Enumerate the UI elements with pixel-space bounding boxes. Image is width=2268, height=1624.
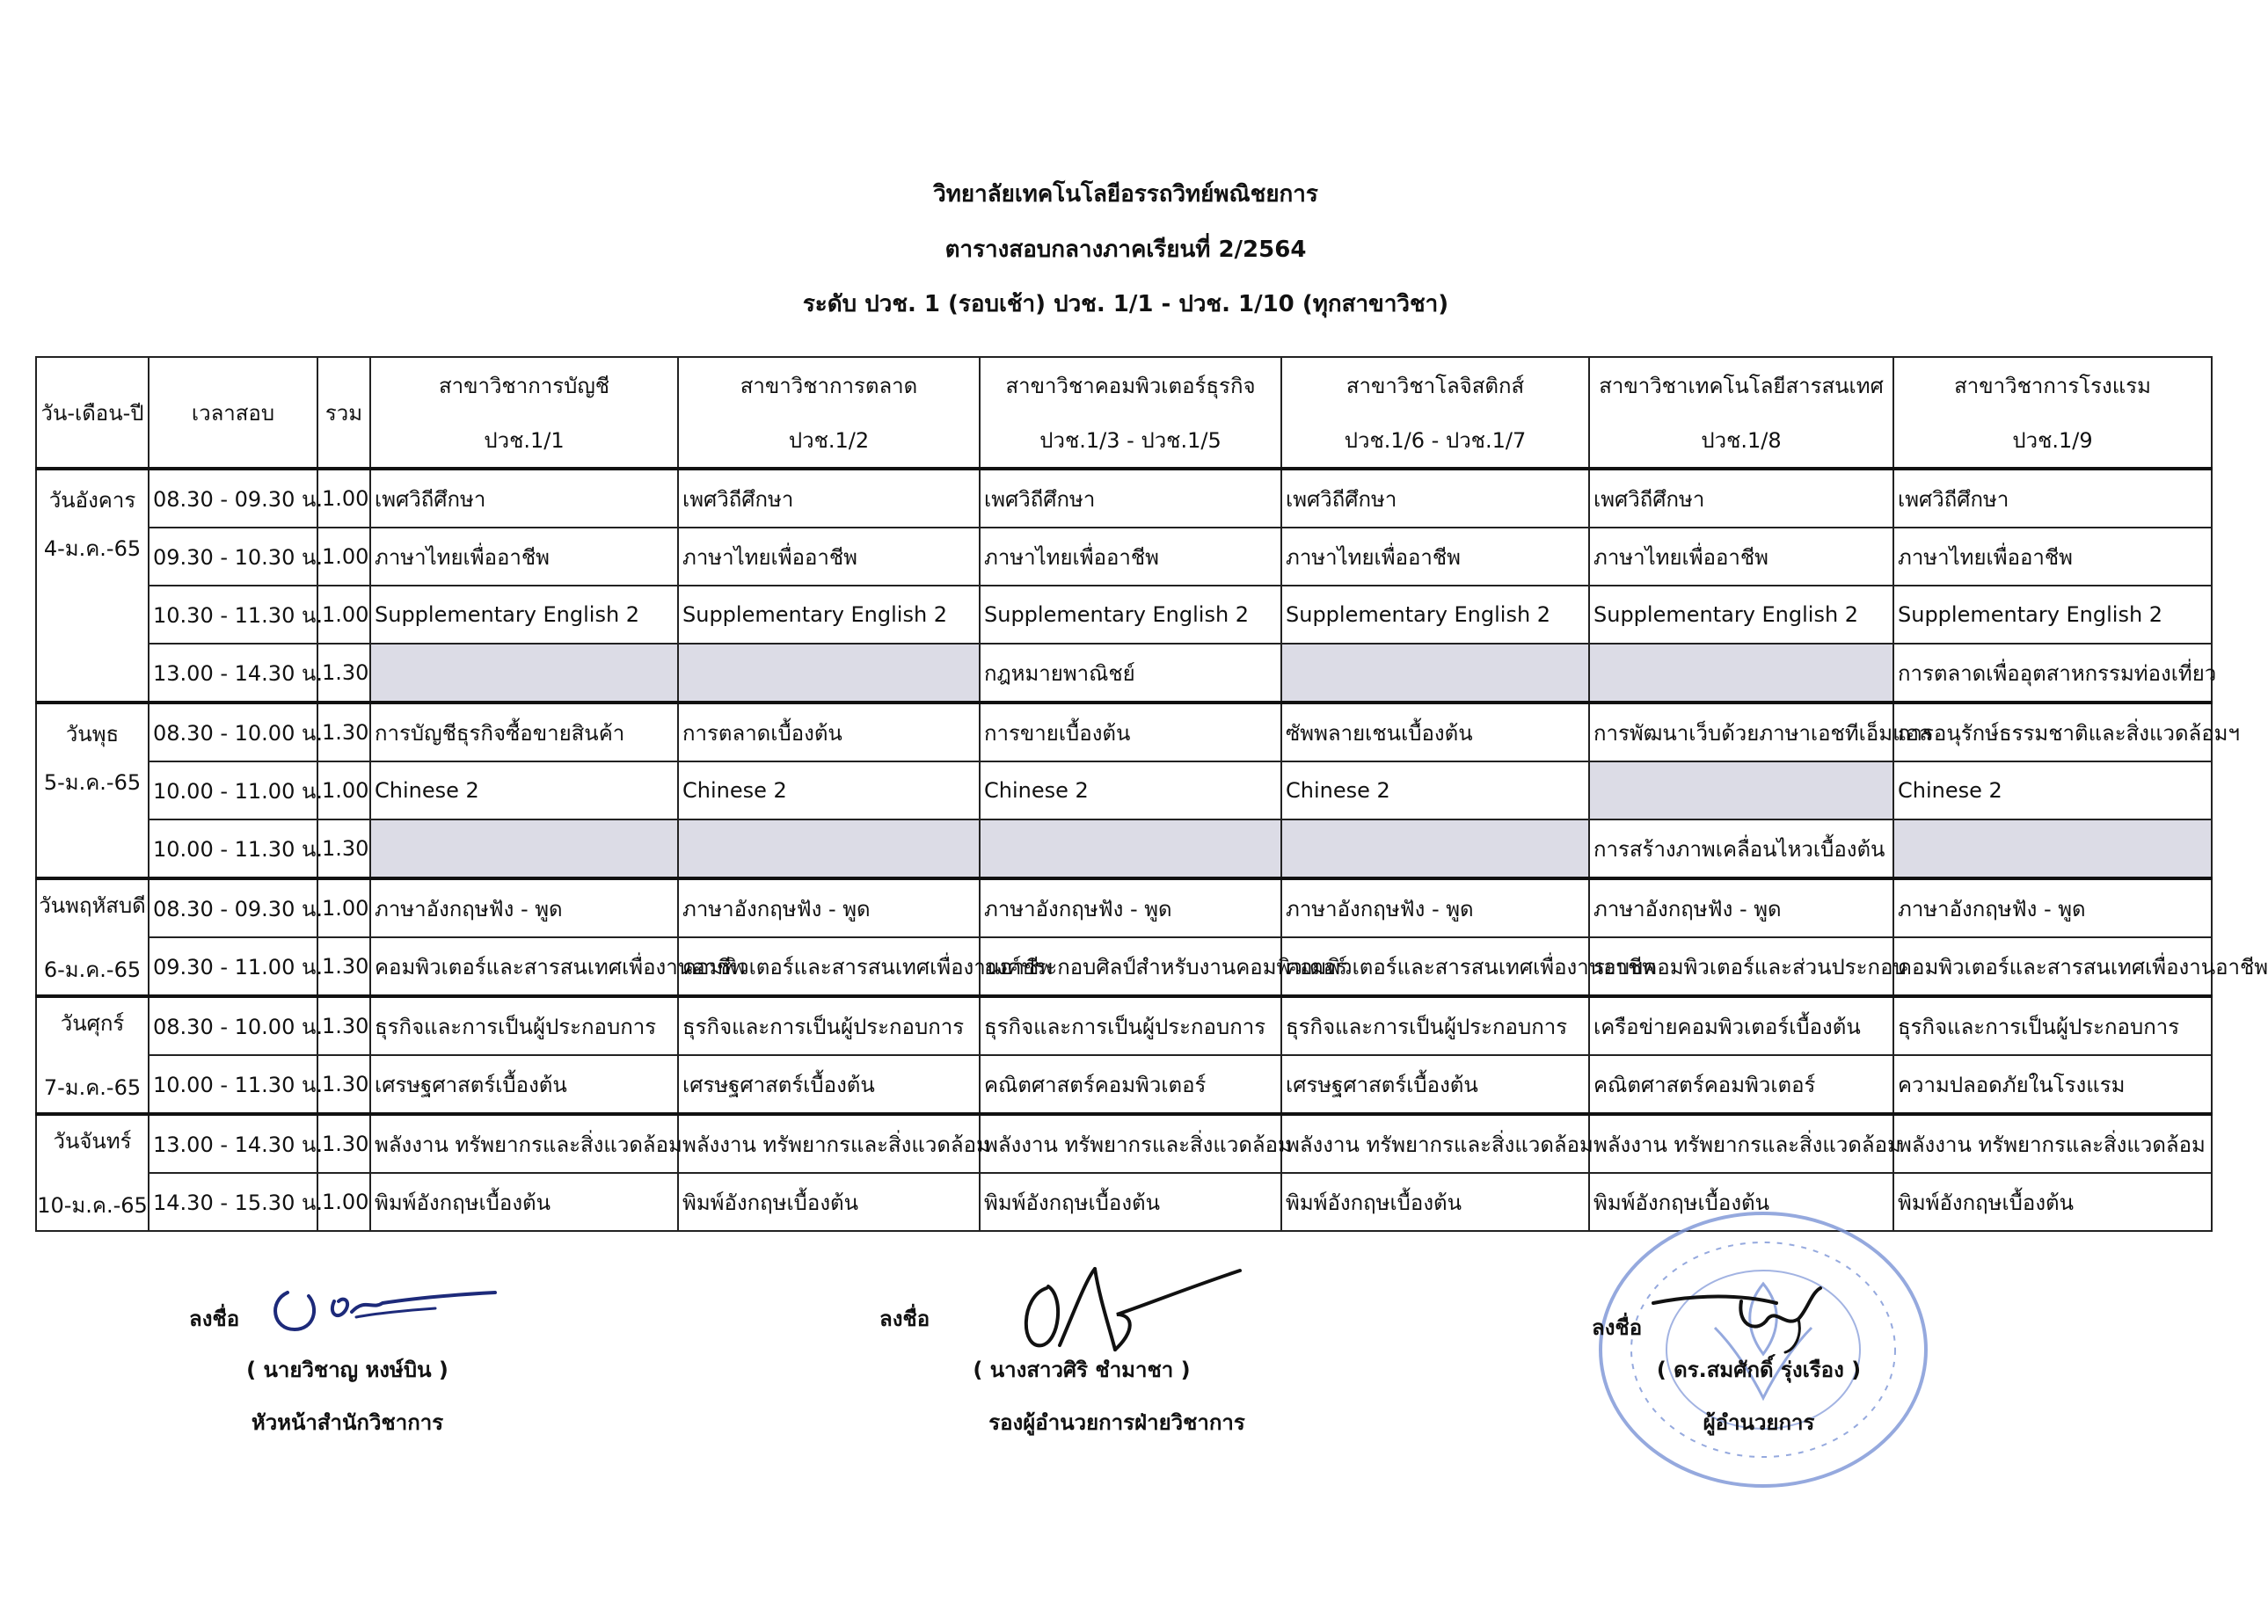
total-cell: 1.00	[317, 1173, 370, 1231]
subject-cell: คอมพิวเตอร์และสารสนเทศเพื่องานอาชีพ	[1281, 937, 1589, 996]
day-name: วันศุกร์	[60, 1011, 125, 1036]
subject-cell: เพศวิถีศึกษา	[678, 469, 980, 528]
time-cell: 08.30 - 10.00 น.	[149, 996, 317, 1055]
subject-cell: Supplementary English 2	[1893, 586, 2212, 644]
subject-cell: พิมพ์อังกฤษเบื้องต้น	[678, 1173, 980, 1231]
table-row	[36, 937, 2212, 996]
subject-cell: เศรษฐศาสตร์เบื้องต้น	[370, 1055, 678, 1114]
college-name: วิทยาลัยเทคโนโลยีอรรถวิทย์พณิชยการ	[933, 181, 1318, 208]
subject-cell: เศรษฐศาสตร์เบื้องต้น	[678, 1055, 980, 1114]
subject-cell: การตลาดเบื้องต้น	[678, 703, 980, 761]
time-cell: 08.30 - 09.30 น.	[149, 878, 317, 937]
subject-cell: ธุรกิจและการเป็นผู้ประกอบการ	[1893, 996, 2212, 1055]
subject-cell: Chinese 2	[980, 761, 1281, 819]
subject-cell: ธุรกิจและการเป็นผู้ประกอบการ	[980, 996, 1281, 1055]
subject-cell: องค์ประกอบศิลป์สำหรับงานคอมพิวเตอร์	[980, 937, 1281, 996]
schedule-level: ระดับ ปวช. 1 (รอบเช้า) ปวช. 1/1 - ปวช. 1/10 (ทุกสาขาวิชา)	[802, 291, 1449, 317]
day-name: วันพุธ	[65, 722, 120, 746]
total-cell: 1.00	[317, 761, 370, 819]
subject-cell: ซัพพลายเชนเบื้องต้น	[1281, 703, 1589, 761]
header-total: รวม	[317, 357, 370, 469]
subject-cell: พิมพ์อังกฤษเบื้องต้น	[370, 1173, 678, 1231]
subject-cell: ภาษาไทยเพื่ออาชีพ	[980, 528, 1281, 586]
sign-label: ลงชื่อ	[1592, 1315, 1643, 1340]
handwritten-signature	[1644, 1284, 1873, 1354]
subject-cell: Chinese 2	[370, 761, 678, 819]
day-cell	[36, 469, 149, 703]
table-row	[36, 469, 2212, 528]
subject-cell: Supplementary English 2	[980, 586, 1281, 644]
subject-cell: การอนุรักษ์ธรรมชาติและสิ่งแวดล้อมฯ	[1893, 703, 2212, 761]
day-cell	[36, 703, 149, 878]
day-name: วันพฤหัสบดี	[39, 893, 146, 918]
subject-cell: พลังงาน ทรัพยากรและสิ่งแวดล้อม	[1893, 1114, 2212, 1173]
subject-cell: การตลาดเพื่ออุตสาหกรรมท่องเที่ยว	[1893, 644, 2212, 703]
day-date: 5-ม.ค.-65	[43, 770, 142, 795]
subject-cell: ภาษาไทยเพื่ออาชีพ	[1893, 528, 2212, 586]
subject-cell: Chinese 2	[1281, 761, 1589, 819]
header-class: ปวช.1/6 - ปวช.1/7	[1281, 412, 1589, 469]
table-row	[36, 528, 2212, 586]
total-cell: 1.30	[317, 996, 370, 1055]
time-cell: 10.00 - 11.00 น.	[149, 761, 317, 819]
subject-cell: พิมพ์อังกฤษเบื้องต้น	[1589, 1173, 1893, 1231]
header-class: ปวช.1/1	[370, 412, 678, 469]
subject-cell: พิมพ์อังกฤษเบื้องต้น	[980, 1173, 1281, 1231]
total-cell: 1.30	[317, 819, 370, 878]
header-date: วัน-เดือน-ปี	[36, 357, 149, 469]
subject-cell: พลังงาน ทรัพยากรและสิ่งแวดล้อม	[980, 1114, 1281, 1173]
exam-schedule-table	[35, 356, 2268, 1232]
subject-cell: พลังงาน ทรัพยากรและสิ่งแวดล้อม	[1589, 1114, 1893, 1173]
subject-cell: ธุรกิจและการเป็นผู้ประกอบการ	[1281, 996, 1589, 1055]
subject-cell: เศรษฐศาสตร์เบื้องต้น	[1281, 1055, 1589, 1114]
subject-cell: ภาษาอังกฤษฟัง - พูด	[1589, 878, 1893, 937]
subject-cell: ระบบคอมพิวเตอร์และส่วนประกอบ	[1589, 937, 1893, 996]
header-dept: สาขาวิชาเทคโนโลยีสารสนเทศ	[1589, 357, 1893, 412]
signer-name: ( นายวิชาญ หงษ์บิน )	[246, 1358, 448, 1382]
subject-cell: เพศวิถีศึกษา	[980, 469, 1281, 528]
time-cell: 08.30 - 10.00 น.	[149, 703, 317, 761]
header-time: เวลาสอบ	[149, 357, 317, 469]
subject-cell: การบัญชีธุรกิจซื้อขายสินค้า	[370, 703, 678, 761]
subject-cell: ภาษาอังกฤษฟัง - พูด	[980, 878, 1281, 937]
header-dept: สาขาวิชาการตลาด	[678, 357, 980, 412]
signer-name: ( นางสาวศิริ ชำมาชา )	[973, 1358, 1191, 1382]
subject-cell: เพศวิถีศึกษา	[1589, 469, 1893, 528]
subject-cell: Supplementary English 2	[1281, 586, 1589, 644]
blank-cell	[370, 819, 678, 878]
blank-cell	[1589, 644, 1893, 703]
day-date: 4-ม.ค.-65	[43, 536, 142, 561]
header-class: ปวช.1/9	[1893, 412, 2212, 469]
total-cell: 1.00	[317, 878, 370, 937]
handwritten-signature	[268, 1275, 532, 1345]
time-cell: 10.30 - 11.30 น.	[149, 586, 317, 644]
subject-cell: ภาษาไทยเพื่ออาชีพ	[370, 528, 678, 586]
time-cell: 14.30 - 15.30 น.	[149, 1173, 317, 1231]
total-cell: 1.30	[317, 703, 370, 761]
blank-cell	[370, 644, 678, 703]
blank-cell	[1893, 819, 2212, 878]
table-row	[36, 761, 2212, 819]
schedule-title: ตารางสอบกลางภาคเรียนที่ 2/2564	[944, 237, 1307, 263]
signature-block-director	[1592, 1310, 1862, 1435]
blank-cell	[980, 819, 1281, 878]
signer-position: หัวหน้าสำนักวิชาการ	[251, 1410, 444, 1435]
signature-block-academic-head	[189, 1301, 448, 1435]
subject-cell: Supplementary English 2	[1589, 586, 1893, 644]
subject-cell: ธุรกิจและการเป็นผู้ประกอบการ	[370, 996, 678, 1055]
subject-cell: ภาษาอังกฤษฟัง - พูด	[1893, 878, 2212, 937]
blank-cell	[1589, 761, 1893, 819]
total-cell: 1.00	[317, 586, 370, 644]
subject-cell: ภาษาอังกฤษฟัง - พูด	[370, 878, 678, 937]
time-cell: 13.00 - 14.30 น.	[149, 1114, 317, 1173]
header-class: ปวช.1/2	[678, 412, 980, 469]
table-row	[36, 996, 2212, 1055]
subject-cell: พลังงาน ทรัพยากรและสิ่งแวดล้อม	[370, 1114, 678, 1173]
subject-cell: เพศวิถีศึกษา	[370, 469, 678, 528]
day-name: วันอังคาร	[48, 488, 136, 513]
subject-cell: คอมพิวเตอร์และสารสนเทศเพื่องานอาชีพ	[370, 937, 678, 996]
subject-cell: ธุรกิจและการเป็นผู้ประกอบการ	[678, 996, 980, 1055]
subject-cell: การพัฒนาเว็บด้วยภาษาเอชทีเอ็มแอล	[1589, 703, 1893, 761]
header-dept: สาขาวิชาการโรงแรม	[1893, 357, 2212, 412]
handwritten-signature	[1011, 1262, 1258, 1358]
subject-cell: เพศวิถีศึกษา	[1893, 469, 2212, 528]
table-row	[36, 1055, 2212, 1114]
time-cell: 09.30 - 10.30 น.	[149, 528, 317, 586]
table-row	[36, 644, 2212, 703]
day-cell	[36, 878, 149, 996]
total-cell: 1.30	[317, 644, 370, 703]
total-cell: 1.00	[317, 469, 370, 528]
signature-block-deputy-director	[879, 1301, 1245, 1435]
time-cell: 09.30 - 11.00 น.	[149, 937, 317, 996]
total-cell: 1.30	[317, 1055, 370, 1114]
blank-cell	[1281, 819, 1589, 878]
header-dept: สาขาวิชาคอมพิวเตอร์ธุรกิจ	[980, 357, 1281, 412]
time-cell: 08.30 - 09.30 น.	[149, 469, 317, 528]
subject-cell: พิมพ์อังกฤษเบื้องต้น	[1281, 1173, 1589, 1231]
subject-cell: Supplementary English 2	[678, 586, 980, 644]
header-dept: สาขาวิชาโลจิสติกส์	[1281, 357, 1589, 412]
blank-cell	[678, 819, 980, 878]
subject-cell: Supplementary English 2	[370, 586, 678, 644]
subject-cell: พิมพ์อังกฤษเบื้องต้น	[1893, 1173, 2212, 1231]
day-cell	[36, 996, 149, 1114]
subject-cell: ภาษาไทยเพื่ออาชีพ	[1281, 528, 1589, 586]
table-row	[36, 586, 2212, 644]
day-date: 6-ม.ค.-65	[43, 958, 142, 982]
time-cell: 10.00 - 11.30 น.	[149, 1055, 317, 1114]
subject-cell: คอมพิวเตอร์และสารสนเทศเพื่องานอาชีพ	[1893, 937, 2212, 996]
signer-position: รองผู้อำนวยการฝ่ายวิชาการ	[988, 1410, 1245, 1435]
header-dept: สาขาวิชาการบัญชี	[370, 357, 678, 412]
subject-cell: ภาษาไทยเพื่ออาชีพ	[1589, 528, 1893, 586]
day-cell	[36, 1114, 149, 1231]
subject-cell: เครือข่ายคอมพิวเตอร์เบื้องต้น	[1589, 996, 1893, 1055]
day-name: วันจันทร์	[53, 1129, 132, 1154]
subject-cell: ภาษาไทยเพื่ออาชีพ	[678, 528, 980, 586]
day-date: 7-ม.ค.-65	[43, 1075, 142, 1100]
total-cell: 1.30	[317, 937, 370, 996]
sign-label: ลงชื่อ	[879, 1307, 930, 1331]
table-row	[36, 1114, 2212, 1173]
total-cell: 1.30	[317, 1114, 370, 1173]
subject-cell: เพศวิถีศึกษา	[1281, 469, 1589, 528]
sign-label: ลงชื่อ	[189, 1307, 240, 1331]
table-row	[36, 703, 2212, 761]
time-cell: 10.00 - 11.30 น.	[149, 819, 317, 878]
subject-cell: พลังงาน ทรัพยากรและสิ่งแวดล้อม	[1281, 1114, 1589, 1173]
total-cell: 1.00	[317, 528, 370, 586]
subject-cell: คอมพิวเตอร์และสารสนเทศเพื่องานอาชีพ	[678, 937, 980, 996]
subject-cell: การขายเบื้องต้น	[980, 703, 1281, 761]
time-cell: 13.00 - 14.30 น.	[149, 644, 317, 703]
subject-cell: พลังงาน ทรัพยากรและสิ่งแวดล้อม	[678, 1114, 980, 1173]
subject-cell: คณิตศาสตร์คอมพิวเตอร์	[1589, 1055, 1893, 1114]
signer-name: ( ดร.สมศักดิ์ รุ่งเรือง )	[1656, 1358, 1862, 1382]
subject-cell: การสร้างภาพเคลื่อนไหวเบื้องต้น	[1589, 819, 1893, 878]
header-class: ปวช.1/3 - ปวช.1/5	[980, 412, 1281, 469]
subject-cell: Chinese 2	[1893, 761, 2212, 819]
blank-cell	[1281, 644, 1589, 703]
header-class: ปวช.1/8	[1589, 412, 1893, 469]
signer-position: ผู้อำนวยการ	[1703, 1410, 1815, 1435]
subject-cell: ภาษาอังกฤษฟัง - พูด	[1281, 878, 1589, 937]
subject-cell: คณิตศาสตร์คอมพิวเตอร์	[980, 1055, 1281, 1114]
day-date: 10-ม.ค.-65	[37, 1193, 148, 1218]
blank-cell	[678, 644, 980, 703]
subject-cell: กฎหมายพาณิชย์	[980, 644, 1281, 703]
subject-cell: ภาษาอังกฤษฟัง - พูด	[678, 878, 980, 937]
subject-cell: ความปลอดภัยในโรงแรม	[1893, 1055, 2212, 1114]
table-row	[36, 819, 2212, 878]
table-row	[36, 878, 2212, 937]
subject-cell: Chinese 2	[678, 761, 980, 819]
